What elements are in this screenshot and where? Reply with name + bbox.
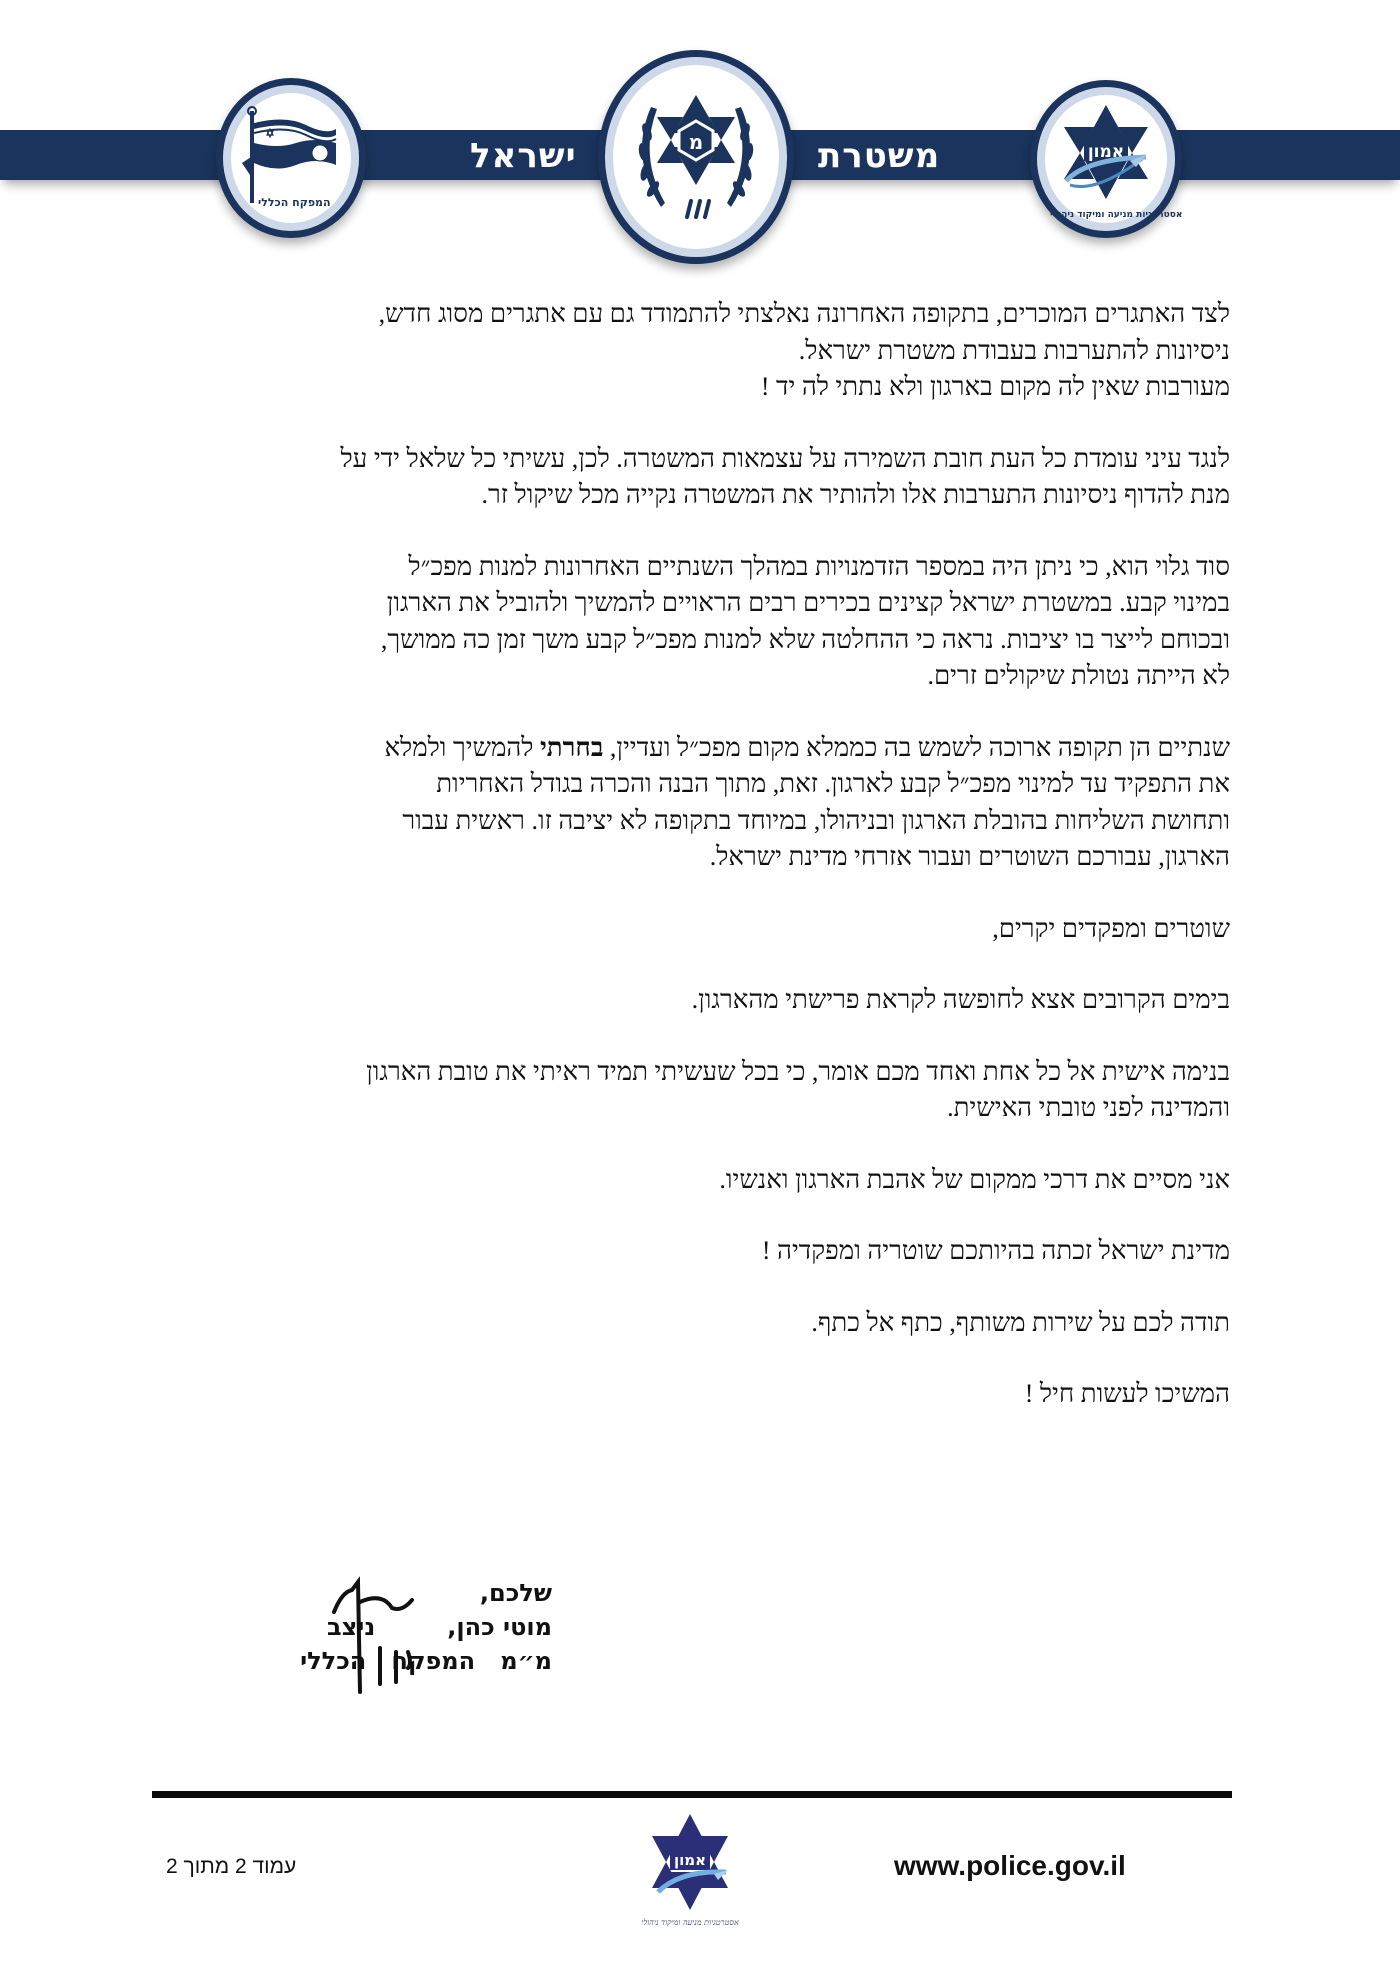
- amon-caption: אסטרטגיות מניעה ומיקוד ניהולי: [1050, 210, 1183, 220]
- signer-name: מוטי כהן,ניצב: [326, 1613, 552, 1641]
- text-line: שנתיים הן תקופה ארוכה לשמש בה כממלא מקום מפכ״ל ועדיין, בחרתי להמשיך ולמלא: [384, 732, 1230, 762]
- text-line: לנגד עיני עומדת כל העת חובת השמירה על עצמאות המשטרה. לכן, עשיתי כל שלאל ידי על: [340, 443, 1230, 473]
- text-line: מעורבות שאין לה מקום בארגון ולא נתתי לה יד !: [760, 372, 1230, 401]
- text-line: והמדינה לפני טובתי האישית.: [947, 1093, 1230, 1122]
- paragraph-leave: [140, 982, 1230, 1019]
- signer-rank: ניצב: [326, 1613, 376, 1641]
- text-line: ובכוחם לייצר בו יציבות. נראה כי ההחלטה שלא למנות מפכ״ל קבע משך זמן כה ממושך,: [380, 624, 1230, 654]
- emphasis-text: בחרתי: [539, 732, 604, 762]
- text-line: בימים הקרובים אצא לחופשה לקראת פרישתי מהארגון.: [691, 985, 1230, 1014]
- text-line: מדינת ישראל זכתה בהיותכם שוטריה ומפקדיה !: [761, 1236, 1230, 1265]
- amon-star-logo-icon: [640, 1810, 740, 1930]
- signature-block: [212, 1576, 552, 1706]
- letter-body: [140, 296, 1230, 1448]
- footer-divider: [152, 1791, 1232, 1798]
- commissioner-emblem: [216, 78, 366, 238]
- paragraph-love: [140, 1162, 1230, 1199]
- text-line: ניסיונות להתערבות בעבודת משטרת ישראל.: [798, 335, 1230, 365]
- closing-text: שלכם,: [479, 1579, 552, 1607]
- text-line: הארגון, עבורכם השוטרים ועבור אזרחי מדינת ישראל.: [709, 842, 1230, 871]
- text-line: לא הייתה נטולת שיקולים זרים.: [927, 661, 1230, 690]
- text-line: ותחושת השליחות בהובלת הארגון ובניהולו, במיוחד בתקופה לא יציבה זו. ראשית עבור: [402, 805, 1230, 835]
- page-number: עמוד 2 מתוך 2: [166, 1855, 297, 1878]
- svg-text:מ: מ: [688, 130, 704, 154]
- israel-police-emblem-icon: [621, 77, 771, 237]
- website-link[interactable]: www.police.gov.il: [894, 1850, 1126, 1881]
- footer-logo-caption: אסטרטגיות מניעה ומיקוד ניהולי: [641, 1918, 739, 1927]
- paragraph-interference: [140, 296, 1230, 406]
- paragraph-closing: [140, 1376, 1230, 1413]
- paragraph-appointment: [140, 549, 1230, 695]
- police-emblem: [598, 50, 794, 264]
- paragraph-salutation: [140, 911, 1230, 948]
- text-line: תודה לכם על שירות משותף, כתף אל כתף.: [811, 1307, 1230, 1337]
- paragraph-personal: [140, 1054, 1230, 1127]
- paragraph-thanks: [140, 1305, 1230, 1342]
- paragraph-independence: [140, 441, 1230, 514]
- svg-text:אמון: אמון: [673, 1851, 707, 1869]
- text-line: במינוי קבע. במשטרת ישראל קצינים בכירים רבים הראויים להמשיך ולהוביל את הארגון: [386, 588, 1230, 617]
- text-line: המשיכו לעשות חיל !: [1024, 1379, 1230, 1408]
- amon-strategy-star-icon: [1046, 99, 1166, 219]
- text-line: לצד האתגרים המוכרים, בתקופה האחרונה נאלצתי להתמודד גם עם אתגרים מסוג חדש,: [378, 299, 1230, 328]
- text-line: בנימה אישית אל כל אחת ואחד מכם אומר, כי בכל שעשיתי תמיד ראיתי את טובת הארגון: [366, 1056, 1230, 1086]
- handwritten-signature-icon: [312, 1572, 422, 1711]
- signer-title: מ״מ המפקח הכללי: [300, 1647, 552, 1675]
- commissioner-caption: המפקח הכללי: [258, 196, 331, 209]
- text-line: מנת להדוף ניסיונות התערבות אלו ולהותיר את המשטרה נקייה מכל שיקול זר.: [481, 480, 1230, 509]
- text-line: אני מסיים את דרכי ממקום של אהבת הארגון ואנשיו.: [719, 1164, 1230, 1194]
- text-line: את התפקיד עד למינוי מפכ״ל קבע לארגון. זאת, מתוך הבנה והכרה בגודל האחריות: [436, 769, 1230, 798]
- banner-title-israel: ישראל: [470, 136, 577, 176]
- banner-title-police: משטרת: [818, 136, 941, 176]
- text-line: סוד גלוי הוא, כי ניתן היה במספר הזדמנויות במהלך השנתיים האחרונות למנות מפכ״ל: [408, 551, 1230, 581]
- paragraph-choice: [140, 730, 1230, 876]
- paragraph-state: [140, 1233, 1230, 1270]
- svg-text:אמון: אמון: [1087, 142, 1125, 162]
- text-line: שוטרים ומפקדים יקרים,: [992, 913, 1230, 943]
